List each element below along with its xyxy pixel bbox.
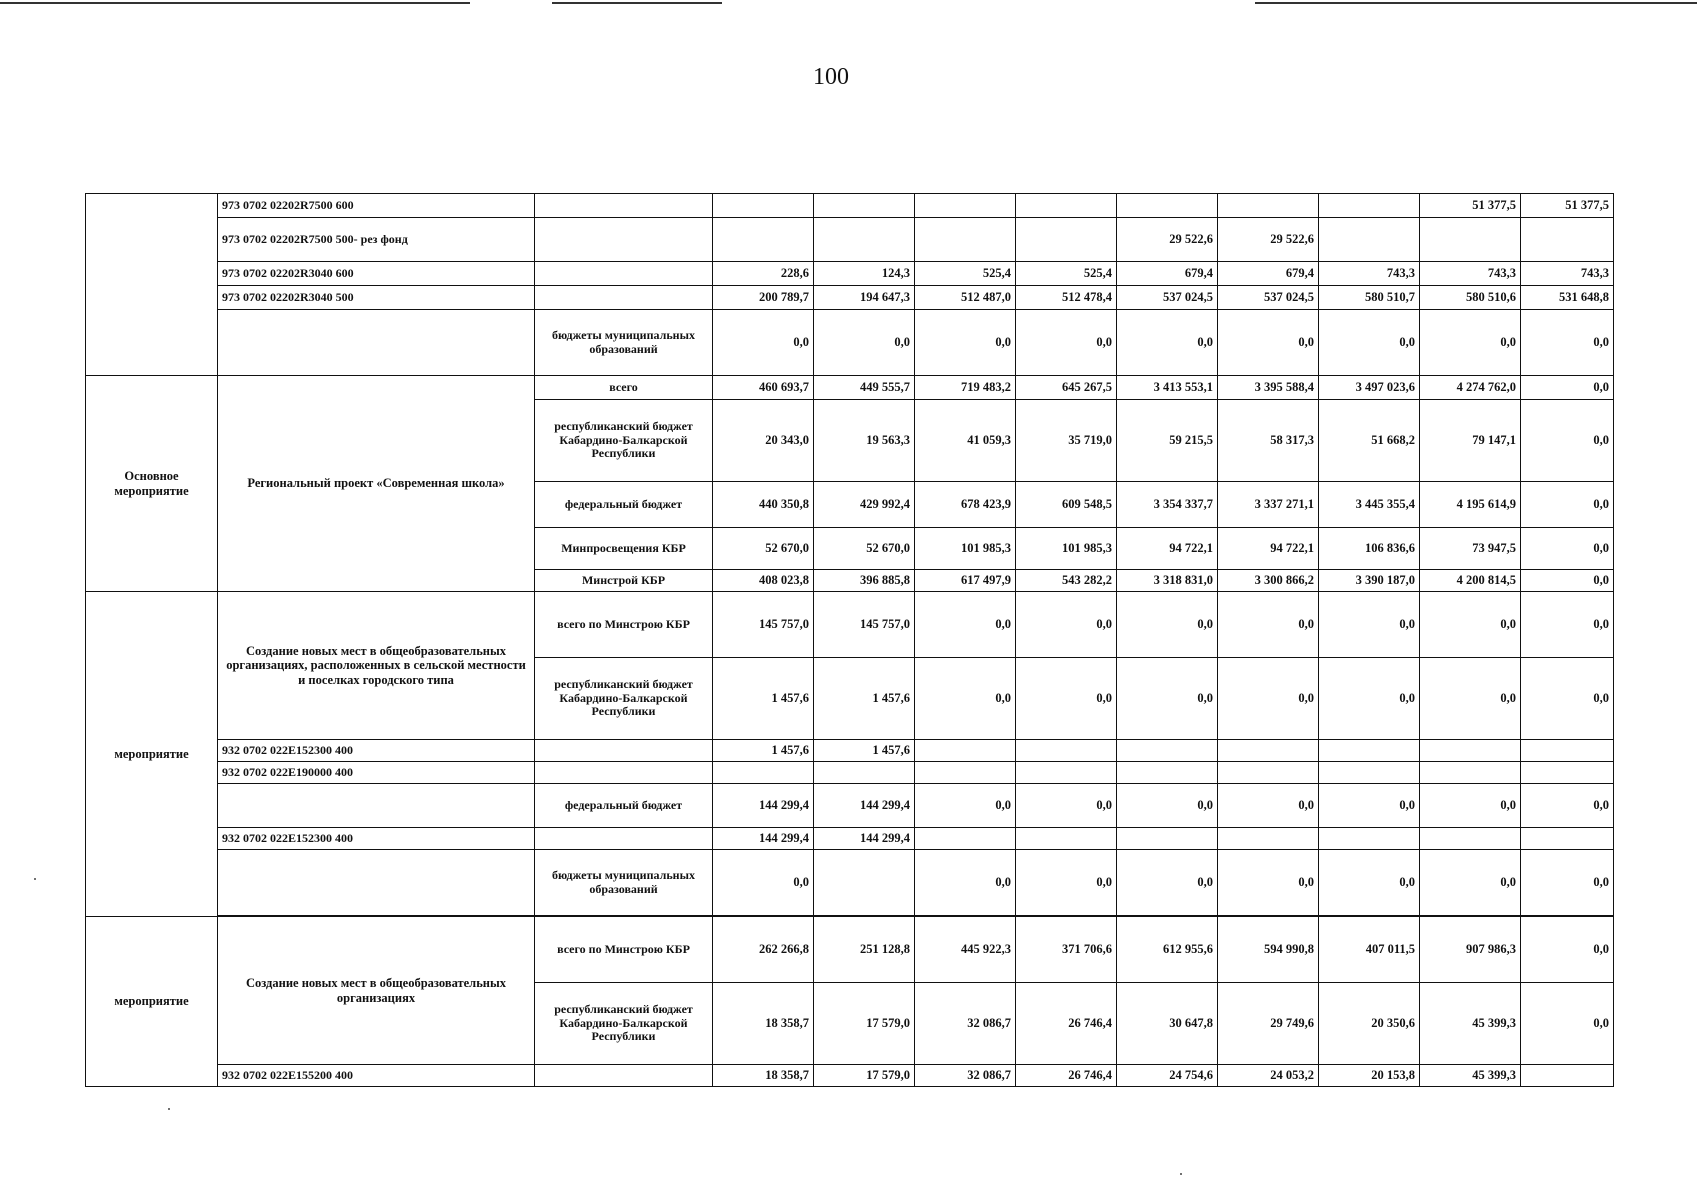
value-cell: 0,0 [1117, 592, 1218, 658]
funding-source: всего по Минстрою КБР [535, 592, 713, 658]
value-cell: 20 343,0 [713, 400, 814, 482]
value-cell: 3 413 553,1 [1117, 376, 1218, 400]
value-cell: 0,0 [1420, 850, 1521, 916]
value-cell: 0,0 [915, 850, 1016, 916]
value-cell: 32 086,7 [915, 983, 1016, 1065]
budget-code: 932 0702 022E155200 400 [218, 1065, 535, 1087]
value-cell: 396 885,8 [814, 570, 915, 592]
value-cell: 194 647,3 [814, 286, 915, 310]
budget-code: 973 0702 02202R3040 500 [218, 286, 535, 310]
table-row [86, 784, 1614, 828]
value-cell: 0,0 [1521, 400, 1614, 482]
value-cell: 525,4 [915, 262, 1016, 286]
value-cell: 0,0 [1016, 592, 1117, 658]
value-cell: 0,0 [1420, 784, 1521, 828]
value-cell: 0,0 [1420, 592, 1521, 658]
value-cell: 24 754,6 [1117, 1065, 1218, 1087]
value-cell: 35 719,0 [1016, 400, 1117, 482]
value-cell: 0,0 [1016, 784, 1117, 828]
funding-source: бюджеты муниципальных образований [535, 850, 713, 916]
value-cell: 0,0 [915, 592, 1016, 658]
value-cell: 907 986,3 [1420, 917, 1521, 983]
value-cell: 537 024,5 [1117, 286, 1218, 310]
value-cell: 51 377,5 [1521, 194, 1614, 218]
value-cell: 0,0 [1218, 310, 1319, 376]
value-cell: 45 399,3 [1420, 983, 1521, 1065]
value-cell: 580 510,7 [1319, 286, 1420, 310]
value-cell: 18 358,7 [713, 1065, 814, 1087]
value-cell: 94 722,1 [1117, 528, 1218, 570]
value-cell: 32 086,7 [915, 1065, 1016, 1087]
value-cell: 0,0 [1218, 850, 1319, 916]
table-row [86, 218, 1614, 262]
value-cell: 743,3 [1420, 262, 1521, 286]
funding-source: республиканский бюджет Кабардино-Балкарской Республики [535, 400, 713, 482]
value-cell: 200 789,7 [713, 286, 814, 310]
scan-speck [1180, 1173, 1182, 1175]
top-scan-line [0, 2, 470, 4]
value-cell: 0,0 [1319, 850, 1420, 916]
value-cell: 0,0 [1117, 784, 1218, 828]
value-cell: 262 266,8 [713, 917, 814, 983]
value-cell: 0,0 [1117, 850, 1218, 916]
value-cell: 543 282,2 [1016, 570, 1117, 592]
value-cell: 0,0 [1521, 528, 1614, 570]
value-cell: 743,3 [1521, 262, 1614, 286]
activity-type: мероприятие [86, 917, 218, 1087]
value-cell: 512 478,4 [1016, 286, 1117, 310]
value-cell: 537 024,5 [1218, 286, 1319, 310]
value-cell: 0,0 [1016, 658, 1117, 740]
value-cell: 678 423,9 [915, 482, 1016, 528]
value-cell: 440 350,8 [713, 482, 814, 528]
value-cell: 1 457,6 [713, 740, 814, 762]
value-cell: 29 749,6 [1218, 983, 1319, 1065]
value-cell: 0,0 [713, 310, 814, 376]
value-cell: 19 563,3 [814, 400, 915, 482]
value-cell: 0,0 [915, 310, 1016, 376]
value-cell: 1 457,6 [814, 740, 915, 762]
value-cell: 0,0 [814, 310, 915, 376]
value-cell: 144 299,4 [713, 828, 814, 850]
budget-code: 932 0702 022E152300 400 [218, 740, 535, 762]
value-cell: 0,0 [1420, 658, 1521, 740]
scan-speck [168, 1108, 170, 1110]
table-row [86, 850, 1614, 916]
value-cell: 51 377,5 [1420, 194, 1521, 218]
table-row [86, 592, 1614, 658]
value-cell: 0,0 [1218, 592, 1319, 658]
value-cell: 679,4 [1218, 262, 1319, 286]
value-cell: 20 350,6 [1319, 983, 1420, 1065]
value-cell: 251 128,8 [814, 917, 915, 983]
table-row [86, 262, 1614, 286]
value-cell: 743,3 [1319, 262, 1420, 286]
value-cell: 41 059,3 [915, 400, 1016, 482]
value-cell: 617 497,9 [915, 570, 1016, 592]
value-cell: 73 947,5 [1420, 528, 1521, 570]
budget-code: 973 0702 02202R3040 600 [218, 262, 535, 286]
value-cell: 0,0 [1319, 592, 1420, 658]
budget-code: 973 0702 02202R7500 500- рез фонд [218, 218, 535, 262]
value-cell: 0,0 [1218, 784, 1319, 828]
value-cell: 94 722,1 [1218, 528, 1319, 570]
value-cell: 580 510,6 [1420, 286, 1521, 310]
table-row [86, 286, 1614, 310]
scan-speck [34, 878, 36, 880]
funding-source: Минпросвещения КБР [535, 528, 713, 570]
value-cell: 0,0 [1117, 658, 1218, 740]
table-row [86, 740, 1614, 762]
value-cell: 18 358,7 [713, 983, 814, 1065]
value-cell: 449 555,7 [814, 376, 915, 400]
value-cell: 719 483,2 [915, 376, 1016, 400]
value-cell: 679,4 [1117, 262, 1218, 286]
funding-source: всего [535, 376, 713, 400]
table-row [86, 917, 1614, 983]
value-cell: 0,0 [1420, 310, 1521, 376]
budget-code: 932 0702 022E190000 400 [218, 762, 535, 784]
value-cell: 30 647,8 [1117, 983, 1218, 1065]
value-cell: 0,0 [1521, 482, 1614, 528]
value-cell: 106 836,6 [1319, 528, 1420, 570]
activity-name: Региональный проект «Современная школа» [218, 376, 535, 592]
value-cell: 3 300 866,2 [1218, 570, 1319, 592]
value-cell: 0,0 [1521, 376, 1614, 400]
activity-name: Создание новых мест в общеобразовательных организациях [218, 917, 535, 1065]
value-cell: 79 147,1 [1420, 400, 1521, 482]
value-cell: 51 668,2 [1319, 400, 1420, 482]
value-cell: 228,6 [713, 262, 814, 286]
value-cell: 26 746,4 [1016, 983, 1117, 1065]
value-cell: 1 457,6 [814, 658, 915, 740]
page-number: 100 [813, 64, 849, 90]
value-cell: 371 706,6 [1016, 917, 1117, 983]
value-cell: 101 985,3 [915, 528, 1016, 570]
value-cell: 525,4 [1016, 262, 1117, 286]
value-cell: 29 522,6 [1218, 218, 1319, 262]
table-row [86, 828, 1614, 850]
top-scan-line [1255, 2, 1697, 4]
activity-type: Основное мероприятие [86, 376, 218, 592]
value-cell: 0,0 [1521, 983, 1614, 1065]
type-cell-empty [86, 194, 218, 376]
value-cell: 460 693,7 [713, 376, 814, 400]
value-cell: 445 922,3 [915, 917, 1016, 983]
value-cell: 0,0 [1117, 310, 1218, 376]
value-cell: 4 200 814,5 [1420, 570, 1521, 592]
value-cell: 0,0 [1521, 917, 1614, 983]
value-cell: 52 670,0 [814, 528, 915, 570]
value-cell: 58 317,3 [1218, 400, 1319, 482]
value-cell: 0,0 [1521, 658, 1614, 740]
funding-source: федеральный бюджет [535, 784, 713, 828]
value-cell: 29 522,6 [1117, 218, 1218, 262]
funding-source: бюджеты муниципальных образований [535, 310, 713, 376]
funding-source: Минстрой КБР [535, 570, 713, 592]
value-cell: 3 354 337,7 [1117, 482, 1218, 528]
value-cell: 1 457,6 [713, 658, 814, 740]
value-cell: 3 318 831,0 [1117, 570, 1218, 592]
value-cell: 3 497 023,6 [1319, 376, 1420, 400]
budget-code: 973 0702 02202R7500 600 [218, 194, 535, 218]
value-cell: 3 390 187,0 [1319, 570, 1420, 592]
value-cell: 612 955,6 [1117, 917, 1218, 983]
value-cell: 101 985,3 [1016, 528, 1117, 570]
value-cell: 645 267,5 [1016, 376, 1117, 400]
budget-code: 932 0702 022E152300 400 [218, 828, 535, 850]
activity-type: мероприятие [86, 592, 218, 917]
value-cell: 26 746,4 [1016, 1065, 1117, 1087]
value-cell: 429 992,4 [814, 482, 915, 528]
value-cell: 0,0 [1319, 658, 1420, 740]
value-cell: 0,0 [1218, 658, 1319, 740]
value-cell: 144 299,4 [814, 784, 915, 828]
value-cell: 408 023,8 [713, 570, 814, 592]
value-cell: 0,0 [713, 850, 814, 916]
value-cell: 594 990,8 [1218, 917, 1319, 983]
value-cell: 0,0 [1521, 592, 1614, 658]
value-cell: 0,0 [1319, 784, 1420, 828]
value-cell: 3 337 271,1 [1218, 482, 1319, 528]
value-cell: 145 757,0 [814, 592, 915, 658]
table-row [86, 310, 1614, 376]
funding-source: республиканский бюджет Кабардино-Балкарской Республики [535, 983, 713, 1065]
value-cell: 0,0 [1521, 850, 1614, 916]
value-cell: 0,0 [915, 658, 1016, 740]
value-cell: 59 215,5 [1117, 400, 1218, 482]
value-cell: 512 487,0 [915, 286, 1016, 310]
value-cell: 407 011,5 [1319, 917, 1420, 983]
value-cell: 609 548,5 [1016, 482, 1117, 528]
value-cell: 0,0 [1521, 570, 1614, 592]
value-cell: 0,0 [1521, 784, 1614, 828]
value-cell: 45 399,3 [1420, 1065, 1521, 1087]
value-cell: 24 053,2 [1218, 1065, 1319, 1087]
value-cell: 3 395 588,4 [1218, 376, 1319, 400]
activity-name: Создание новых мест в общеобразовательных организациях, расположенных в сельской местности и поселках городского типа [218, 592, 535, 740]
source-cell [535, 194, 713, 218]
funding-source: республиканский бюджет Кабардино-Балкарской Республики [535, 658, 713, 740]
value-cell: 4 274 762,0 [1420, 376, 1521, 400]
value-cell: 17 579,0 [814, 983, 915, 1065]
value-cell: 17 579,0 [814, 1065, 915, 1087]
value-cell: 0,0 [1016, 310, 1117, 376]
table-row [86, 762, 1614, 784]
value-cell: 145 757,0 [713, 592, 814, 658]
value-cell: 0,0 [1319, 310, 1420, 376]
value-cell: 0,0 [915, 784, 1016, 828]
value-cell: 144 299,4 [713, 784, 814, 828]
top-scan-line [552, 2, 722, 4]
value-cell: 4 195 614,9 [1420, 482, 1521, 528]
table-row [86, 376, 1614, 400]
table-row [86, 1065, 1614, 1087]
table-row [86, 194, 1614, 218]
value-cell: 0,0 [1521, 310, 1614, 376]
value-cell: 20 153,8 [1319, 1065, 1420, 1087]
value-cell: 531 648,8 [1521, 286, 1614, 310]
funding-source: всего по Минстрою КБР [535, 917, 713, 983]
budget-table [85, 193, 1614, 1087]
value-cell: 0,0 [1016, 850, 1117, 916]
funding-source: федеральный бюджет [535, 482, 713, 528]
value-cell: 124,3 [814, 262, 915, 286]
value-cell: 3 445 355,4 [1319, 482, 1420, 528]
value-cell: 144 299,4 [814, 828, 915, 850]
value-cell: 52 670,0 [713, 528, 814, 570]
